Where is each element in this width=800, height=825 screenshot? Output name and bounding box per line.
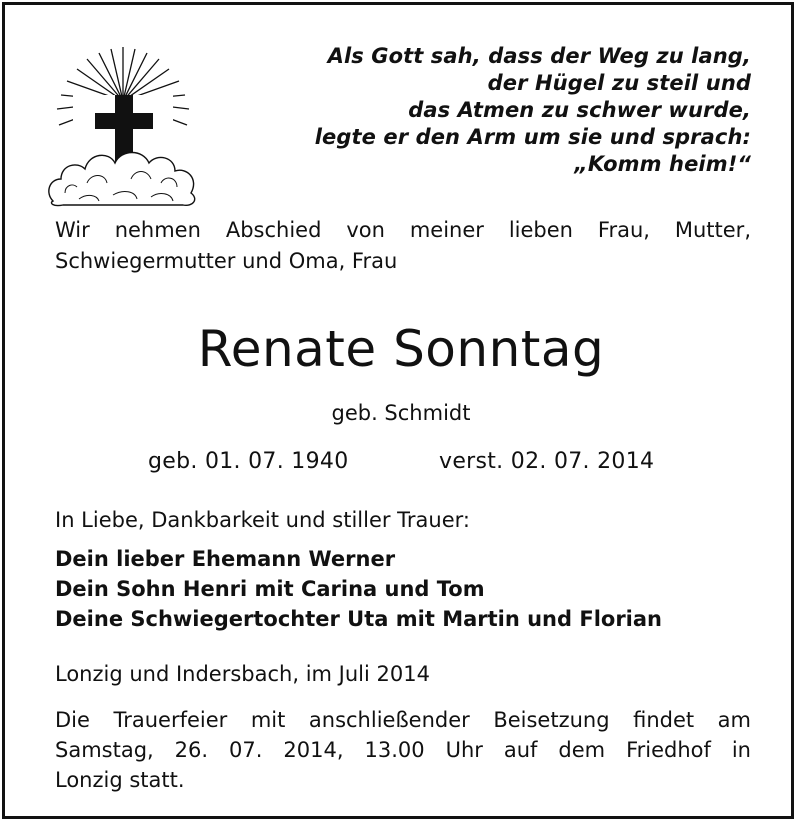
funeral-line: Lonzig statt. [55,768,185,792]
intro-line: Wir nehmen Abschied von meiner lieben Frau, Mutter, [55,218,751,242]
verse-line: das Atmen zu schwer wurde, [408,98,751,122]
place-date: Lonzig und Indersbach, im Juli 2014 [55,662,430,686]
verse-line: legte er den Arm um sie und sprach: [314,125,751,149]
deceased-name: Renate Sonntag [197,320,605,378]
family-member: Deine Schwiegertochter Uta mit Martin und Florian [55,607,663,631]
family-member: Dein Sohn Henri mit Carina und Tom [55,577,485,601]
mourning-text: In Liebe, Dankbarkeit und stiller Trauer: [55,508,470,532]
birth-name: geb. Schmidt [331,401,471,425]
funeral-line: Samstag, 26. 07. 2014, 13.00 Uhr auf dem Friedhof in [55,738,751,762]
obituary-notice [2,2,794,819]
intro-line: Schwiegermutter und Oma, Frau [55,249,398,273]
verse-line: „Komm heim!“ [574,152,751,176]
funeral-info [55,705,751,795]
verse-line: der Hügel zu steil und [487,71,751,95]
intro-text [55,215,751,277]
verse-line: Als Gott sah, dass der Weg zu lang, [327,44,751,68]
cross-on-clouds-icon [43,43,203,211]
death-date: verst. 02. 07. 2014 [439,449,655,474]
family-member: Dein lieber Ehemann Werner [55,547,396,571]
family-list [55,544,662,634]
verse-quote [291,43,751,178]
funeral-line: Die Trauerfeier mit anschließender Beisetzung findet am [55,708,751,732]
life-dates [5,445,797,479]
birth-date: geb. 01. 07. 1940 [148,449,349,474]
